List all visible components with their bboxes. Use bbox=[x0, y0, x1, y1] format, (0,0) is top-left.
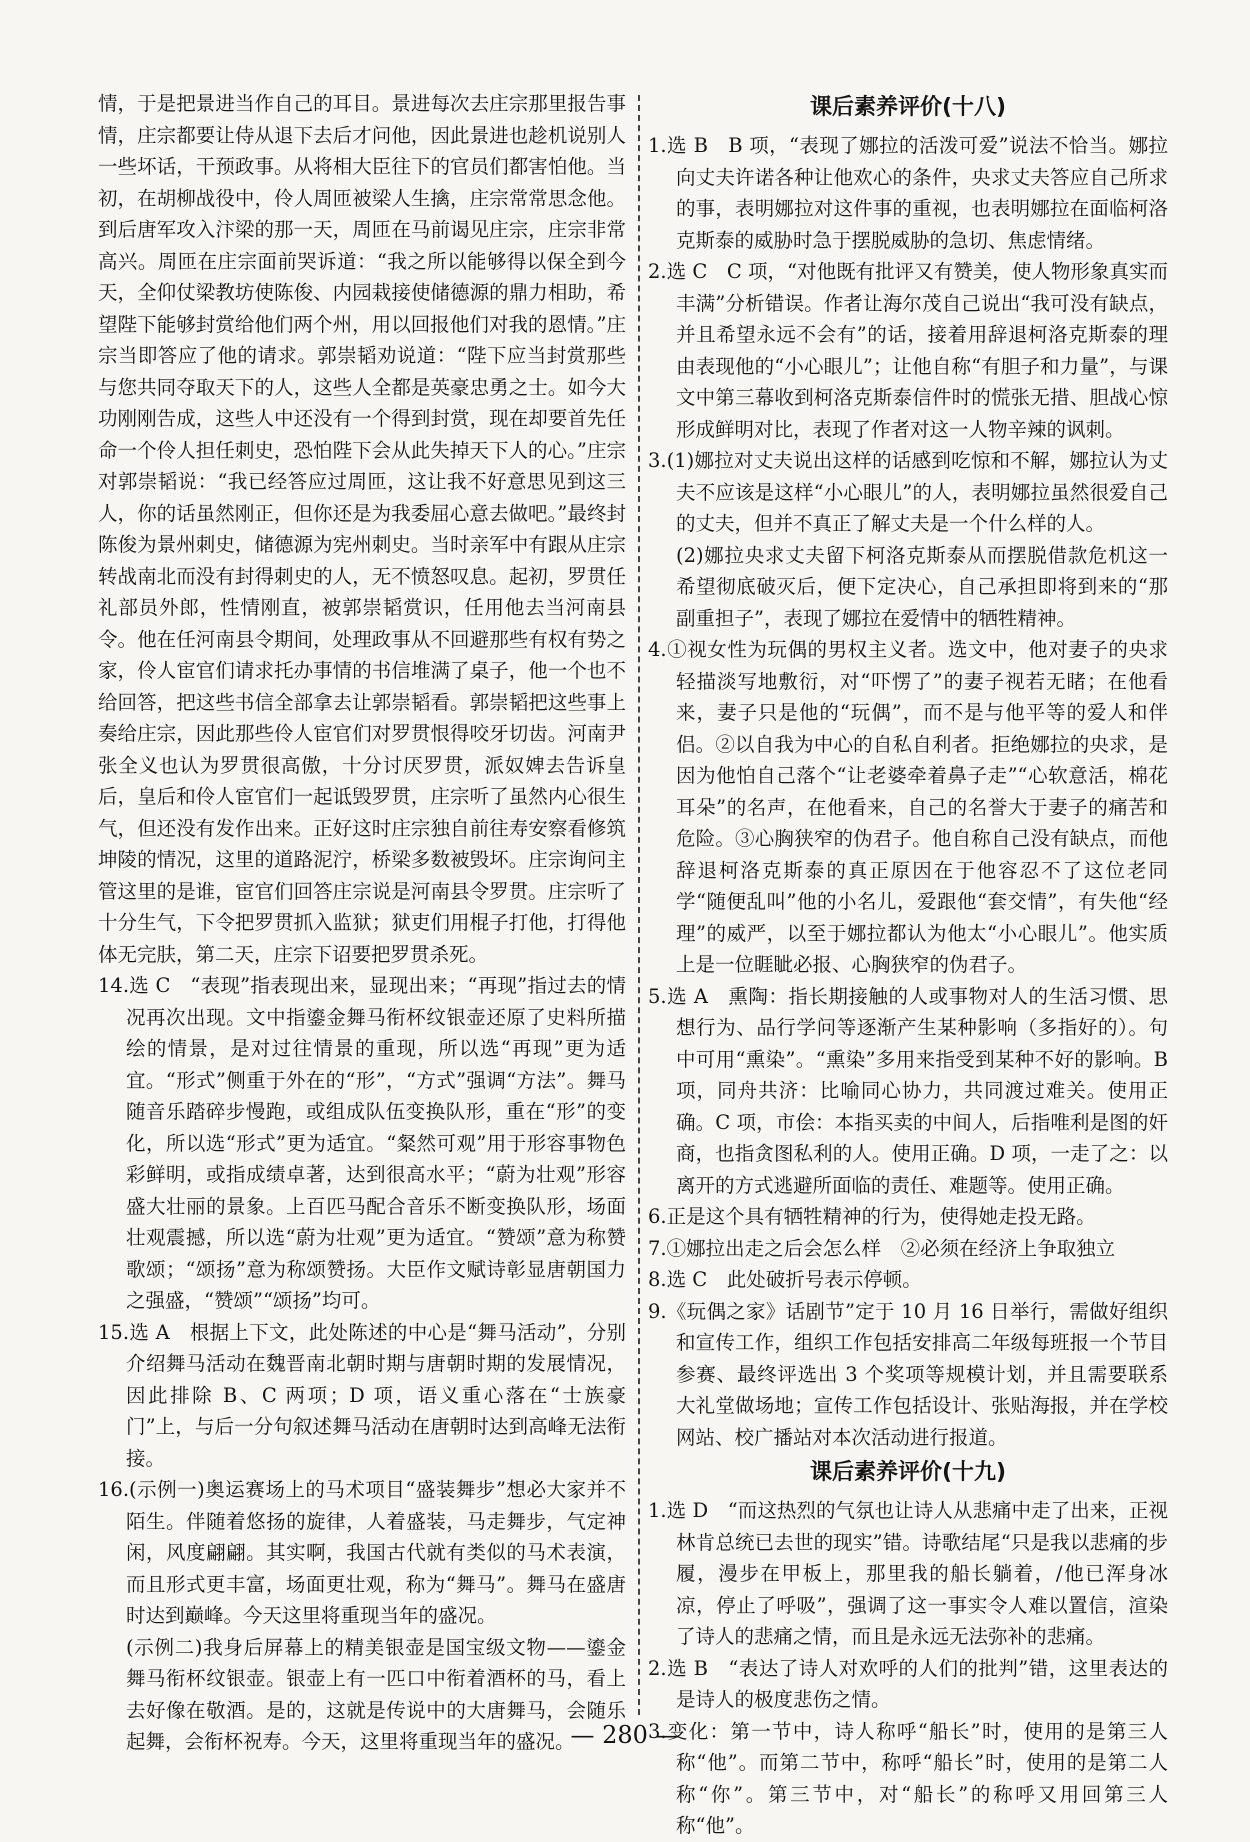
continued-translation-paragraph: 情，于是把景进当作自己的耳目。景进每次去庄宗那里报告事情，庄宗都要让侍从退下去后才问他，因此景进也趁机说别人一些坏话，干预政事。从将相大臣往下的官员们都害怕他。当初，在胡柳战役中，伶人周匝被梁人生擒，庄宗常常思念他。到后唐军攻入汴梁的那一天，周匝在马前谒见庄宗，庄宗非常高兴。周匝在庄宗面前哭诉道：“我之所以能够得以保全到今天，全仰仗梁教坊使陈俊、内园栽接使储德源的鼎力相助，希望陛下能够封赏给他们两个州，用以回报他们对我的恩情。”庄宗当即答应了他的请求。郭崇韬劝说道：“陛下应当封赏那些与您共同夺取天下的人，这些人全都是英豪忠勇之士。如今大功刚刚告成，这些人中还没有一个得到封赏，现在却要首先任命一个伶人担任刺史，恐怕陛下会从此失掉天下人的心。”庄宗对郭崇韬说：“我已经答应过周匝，这让我不好意思见到这三人，你的话虽然刚正，但你还是为我委屈心意去做吧。”最终封陈俊为景州刺史，储德源为宪州刺史。当时亲军中有跟从庄宗转战南北而没有封得刺史的人，无不愤怒叹息。起初，罗贯任礼部员外郎，性情刚直，被郭崇韬赏识，任用他去当河南县令。他在任河南县令期间，处理政事从不回避那些有权有势之家，伶人宦官们请求托办事情的书信堆满了桌子，他一个也不给回答，把这些书信全部拿去让郭崇韬看。郭崇韬把这些事上奏给庄宗，因此那些伶人宦官们对罗贯恨得咬牙切齿。河南尹张全义也认为罗贯很高傲，十分讨厌罗贯，派奴婢去告诉皇后，皇后和伶人宦官们一起诋毁罗贯，庄宗听了虽然内心很生气，但还没有发作出来。正好这时庄宗独自前往寿安察看修筑坤陵的情况，这里的道路泥泞，桥梁多数被毁坏。庄宗询问主管这里的是谁，宦官们回答庄宗说是河南县令罗贯。庄宗听了十分生气，下令把罗贯抓入监狱；狱吏们用棍子打他，打得他体无完肤，第二天，庄宗下诏要把罗贯杀死。 bbox=[98, 92, 626, 966]
answer-item-14: 14.选 C “表现”指表现出来，显现出来；“再现”指过去的情况再次出现。文中指鎏金舞马衔杯纹银壶还原了史料所描绘的情景，是对过往情景的重现，所以选“再现”更为适宜。“形式”侧重于外在的“形”，“方式”强调“方法”。舞马随音乐踏碎步慢跑，或组成队伍变换队形，重在“形”的变化，所以选“形式”更为适宜。“粲然可观”用于形容事物色彩鲜明，或指成绩卓著，达到很高水平；“蔚为壮观”形容盛大壮丽的景象。上百匹马配合音乐不断变换队形，场面壮观震撼，所以选“蔚为壮观”更为适宜。“赞颂”意为称赞歌颂；“颂扬”意为称颂赞扬。大臣作文赋诗彰显唐朝国力之强盛，“赞颂”“颂扬”均可。 bbox=[98, 974, 626, 1312]
answer-item-18-3: 3.(1)娜拉对丈夫说出这样的话感到吃惊和不解，娜拉认为丈夫不应该是这样“小心眼儿”的人，表明娜拉虽然很爱自己的丈夫，但并不真正了解丈夫是一个什么样的人。 bbox=[648, 449, 1168, 535]
answer-item-18-4: 4.①视女性为玩偶的男权主义者。选文中，他对妻子的央求轻描淡写地敷衍，对“吓愣了”的妻子视若无睹；在他看来，妻子只是他的“玩偶”，而不是与他平等的爱人和伴侣。②以自我为中心的自私自利者。拒绝娜拉的央求，是因为他怕自己落个“让老婆牵着鼻子走”“心软意活，棉花耳朵”的名声，在他看来，自己的名誉大于妻子的痛苦和危险。③心胸狭窄的伪君子。他自称自己没有缺点，而他辞退柯洛克斯泰的真正原因在于他容忍不了这位老同学“随便乱叫”他的小名儿，爱跟他“套交情”，有失他“经理”的威严，以至于娜拉都认为他太“小心眼儿”。他实质上是一位睚眦必报、心胸狭窄的伪君子。 bbox=[648, 638, 1168, 976]
answer-item-16: 16.(示例一)奥运赛场上的马术项目“盛装舞步”想必大家并不陌生。伴随着悠扬的旋律，人着盛装，马走舞步，气定神闲，风度翩翩。其实啊，我国古代就有类似的马术表演，而且形式更丰富，场面更壮观，称为“舞马”。舞马在盛唐时达到巅峰。今天这里将重现当年的盛况。 bbox=[98, 1478, 626, 1627]
answer-item-18-6: 6.正是这个具有牺牲精神的行为，使得她走投无路。 bbox=[648, 1205, 1096, 1228]
answer-item-19-2: 2.选 B “表达了诗人对欢呼的人们的批判”错，这里表达的是诗人的极度悲伤之情。 bbox=[648, 1656, 1168, 1711]
answer-item-18-9: 9.《玩偶之家》话剧节”定于 10 月 16 日举行，需做好组织和宣传工作，组织工作包括安排高二年级每班报一个节目参赛、最终评选出 3 个奖项等规模计划，并且需要联系大礼堂做场地；宣传工作包括设计、张贴海报，并在学校网站、校广播站对本次活动进行报道。 bbox=[648, 1299, 1168, 1449]
page-number: — 280 — bbox=[570, 1721, 680, 1749]
answer-item-18-5: 5.选 A 熏陶：指长期接触的人或事物对人的生活习惯、思想行为、品行学问等逐渐产生某种影响（多指好的）。句中可用“熏染”。“熏染”多用来指受到某种不好的影响。B 项，同舟共济：比喻同心协力，共同渡过难关。使用正确。C 项，市侩：本指买卖的中间人，后指唯利是图的奸商，也指贪图私利的人。使用正确。D 项，一走了之：以离开的方式逃避所面临的责任、难题等。使用正确。 bbox=[648, 984, 1168, 1197]
answer-item-18-2: 2.选 C C 项，“对他既有批评又有赞美，使人物形象真实而丰满”分析错误。作者让海尔茂自己说出“我可没有缺点，并且希望永远不会有”的话，接着用辞退柯洛克斯泰的理由表现他的“小心眼儿”；让他自称“有胆子和力量”，与课文中第三幕收到柯洛克斯泰信件时的慌张无措、胆战心惊形成鲜明对比，表现了作者对这一人物辛辣的讽刺。 bbox=[648, 260, 1168, 441]
right-column bbox=[648, 88, 1168, 1842]
answer-item-18-7: 7.①娜拉出走之后会怎么样 ②必须在经济上争取独立 bbox=[648, 1236, 1116, 1260]
answer-item-18-1: 1.选 B B 项，“表现了娜拉的活泼可爱”说法不恰当。娜拉向丈夫许诺各种让他欢心的条件，央求丈夫答应自己所求的事，表明娜拉对这件事的重视，也表明娜拉在面临柯洛克斯泰的威胁时急于摆脱威胁的急切、焦虑情绪。 bbox=[648, 134, 1168, 252]
left-column bbox=[98, 88, 626, 1758]
answer-item-19-1: 1.选 D “而这热烈的气氛也让诗人从悲痛中走了出来，正视林肯总统已去世的现实”错。诗歌结尾“只是我以悲痛的步履，漫步在甲板上，那里我的船长躺着，/他已浑身冰凉，停止了呼吸”，强调了这一事实令人难以置信，渲染了诗人的悲痛之情，而且是永远无法弥补的悲痛。 bbox=[648, 1499, 1168, 1648]
answer-item-19-3: 3.变化：第一节中，诗人称呼“船长”时，使用的是第三人称“他”。而第二节中，称呼“船长”时，使用的是第二人称“你”。第三节中，对“船长”的称呼又用回第三人称“他”。 bbox=[648, 1719, 1168, 1837]
answer-item-15: 15.选 A 根据上下文，此处陈述的中心是“舞马活动”，分别介绍舞马活动在魏晋南北朝时期与唐朝时期的发展情况，因此排除 B、C 两项；D 项，语义重心落在“士族豪门”上，与后一分句叙述舞马活动在唐朝时达到高峰无法衔接。 bbox=[98, 1320, 626, 1470]
answer-item-18-3-part-2: (2)娜拉央求丈夫留下柯洛克斯泰从而摆脱借款危机这一希望彻底破灭后，便下定决心，自己承担即将到来的“那副重担子”，表现了娜拉在爱情中的牺牲精神。 bbox=[676, 543, 1168, 630]
section-title-19: 课后素养评价(十九) bbox=[809, 1460, 1007, 1485]
section-title-18: 课后素养评价(十八) bbox=[809, 95, 1007, 120]
answer-item-16-example-2: (示例二)我身后屏幕上的精美银壶是国宝级文物——鎏金舞马衔杯纹银壶。银壶上有一匹口中衔着酒杯的马，看上去好像在敬酒。是的，这就是传说中的大唐舞马，会随乐起舞，会衔杯祝寿。今天，这里将重现当年的盛况。 bbox=[126, 1635, 626, 1753]
column-divider bbox=[638, 95, 640, 1715]
answer-item-18-8: 8.选 C 此处破折号表示停顿。 bbox=[648, 1268, 922, 1291]
